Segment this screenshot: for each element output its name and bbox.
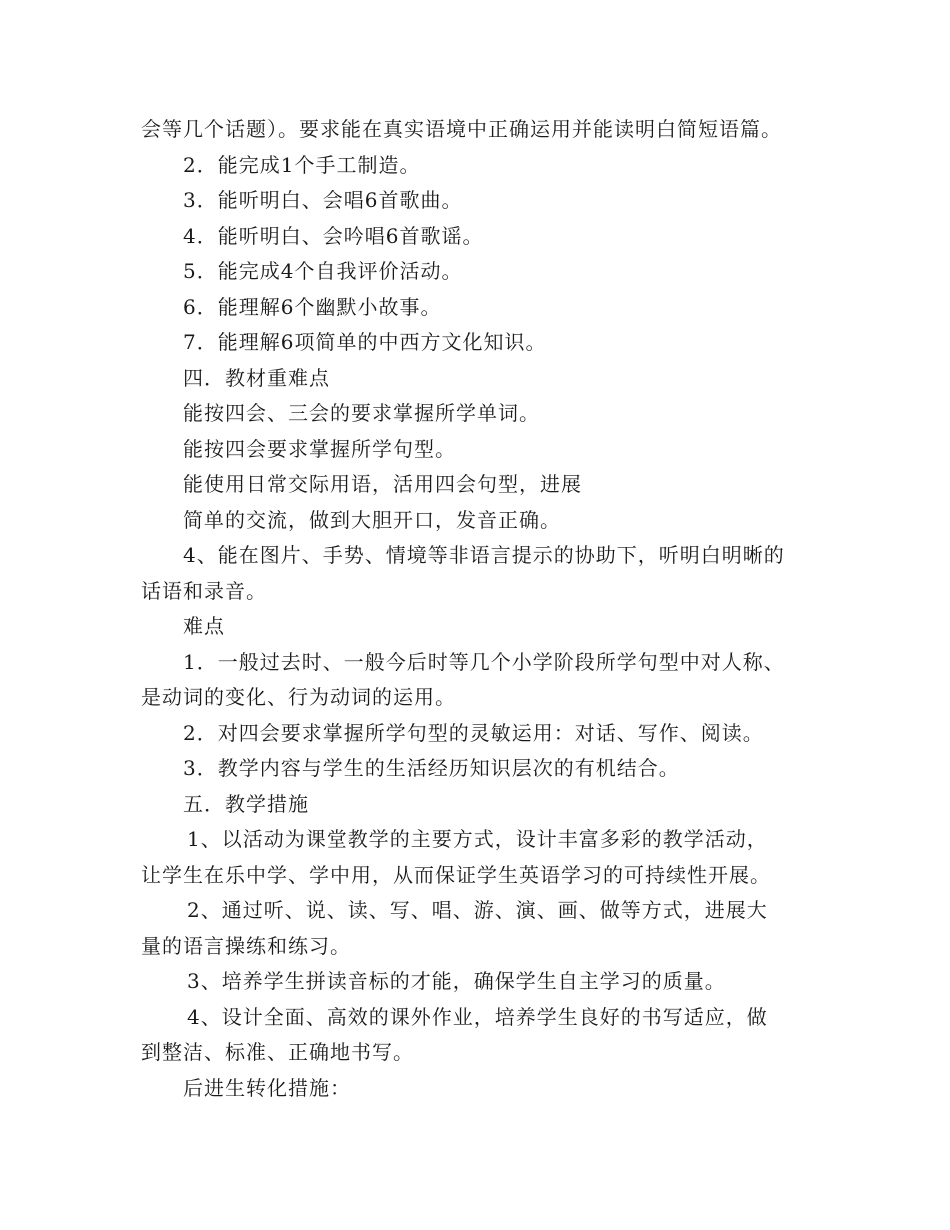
document-body (141, 112, 821, 1106)
paragraph-line: 能使用日常交际用语，活用四会句型，进展 (183, 472, 582, 496)
list-item: 7．能理解6项简单的中西方文化知识。 (183, 330, 547, 354)
list-item: 3．能听明白、会唱6首歌曲。 (183, 188, 463, 212)
paragraph-line: 4、能在图片、手势、情境等非语言提示的协助下，听明白明晰的 (183, 543, 785, 567)
paragraph-line: 是动词的变化、行为动词的运用。 (141, 685, 456, 709)
list-item: 1．一般过去时、一般今后时等几个小学阶段所学句型中对人称、 (183, 649, 785, 674)
list-item: 6．能理解6个幽默小故事。 (183, 294, 442, 319)
paragraph-line: 能按四会、三会的要求掌握所学单词。 (183, 401, 540, 425)
list-item: 4、设计全面、高效的课外作业，培养学生良好的书写适应，做 (187, 1004, 768, 1029)
list-item: 2．能完成1个手工制造。 (183, 152, 421, 177)
list-item: 2、通过听、说、读、写、唱、游、演、画、做等方式，进展大 (187, 898, 768, 922)
list-item: 3、培养学生拼读音标的才能，确保学生自主学习的质量。 (187, 969, 726, 993)
section-heading: 五．教学措施 (183, 791, 309, 816)
paragraph-line: 简单的交流，做到大胆开口，发音正确。 (183, 507, 561, 532)
paragraph-line: 让学生在乐中学、学中用，从而保证学生英语学习的可持续性开展。 (141, 862, 771, 887)
paragraph-line: 话语和录音。 (141, 578, 267, 603)
paragraph-line: 量的语言操练和练习。 (141, 933, 351, 958)
paragraph-line: 会等几个话题）。要求能在真实语境中正确运用并能读明白简短语篇。 (141, 117, 782, 141)
paragraph-line: 到整洁、标准、正确地书写。 (141, 1040, 414, 1064)
list-item: 5．能完成4个自我评价活动。 (183, 259, 463, 283)
list-item: 2．对四会要求掌握所学句型的灵敏运用：对话、写作、阅读。 (183, 720, 764, 745)
section-heading: 四．教材重难点 (183, 365, 330, 390)
list-item: 3．教学内容与学生的生活经历知识层次的有机结合。 (183, 756, 680, 780)
section-heading: 后进生转化措施： (183, 1075, 351, 1100)
list-item: 1、以活动为课堂教学的主要方式，设计丰富多彩的教学活动， (187, 827, 768, 851)
paragraph-line: 能按四会要求掌握所学句型。 (183, 436, 456, 461)
subsection-heading: 难点 (183, 614, 225, 638)
list-item: 4．能听明白、会吟唱6首歌谣。 (183, 223, 484, 248)
